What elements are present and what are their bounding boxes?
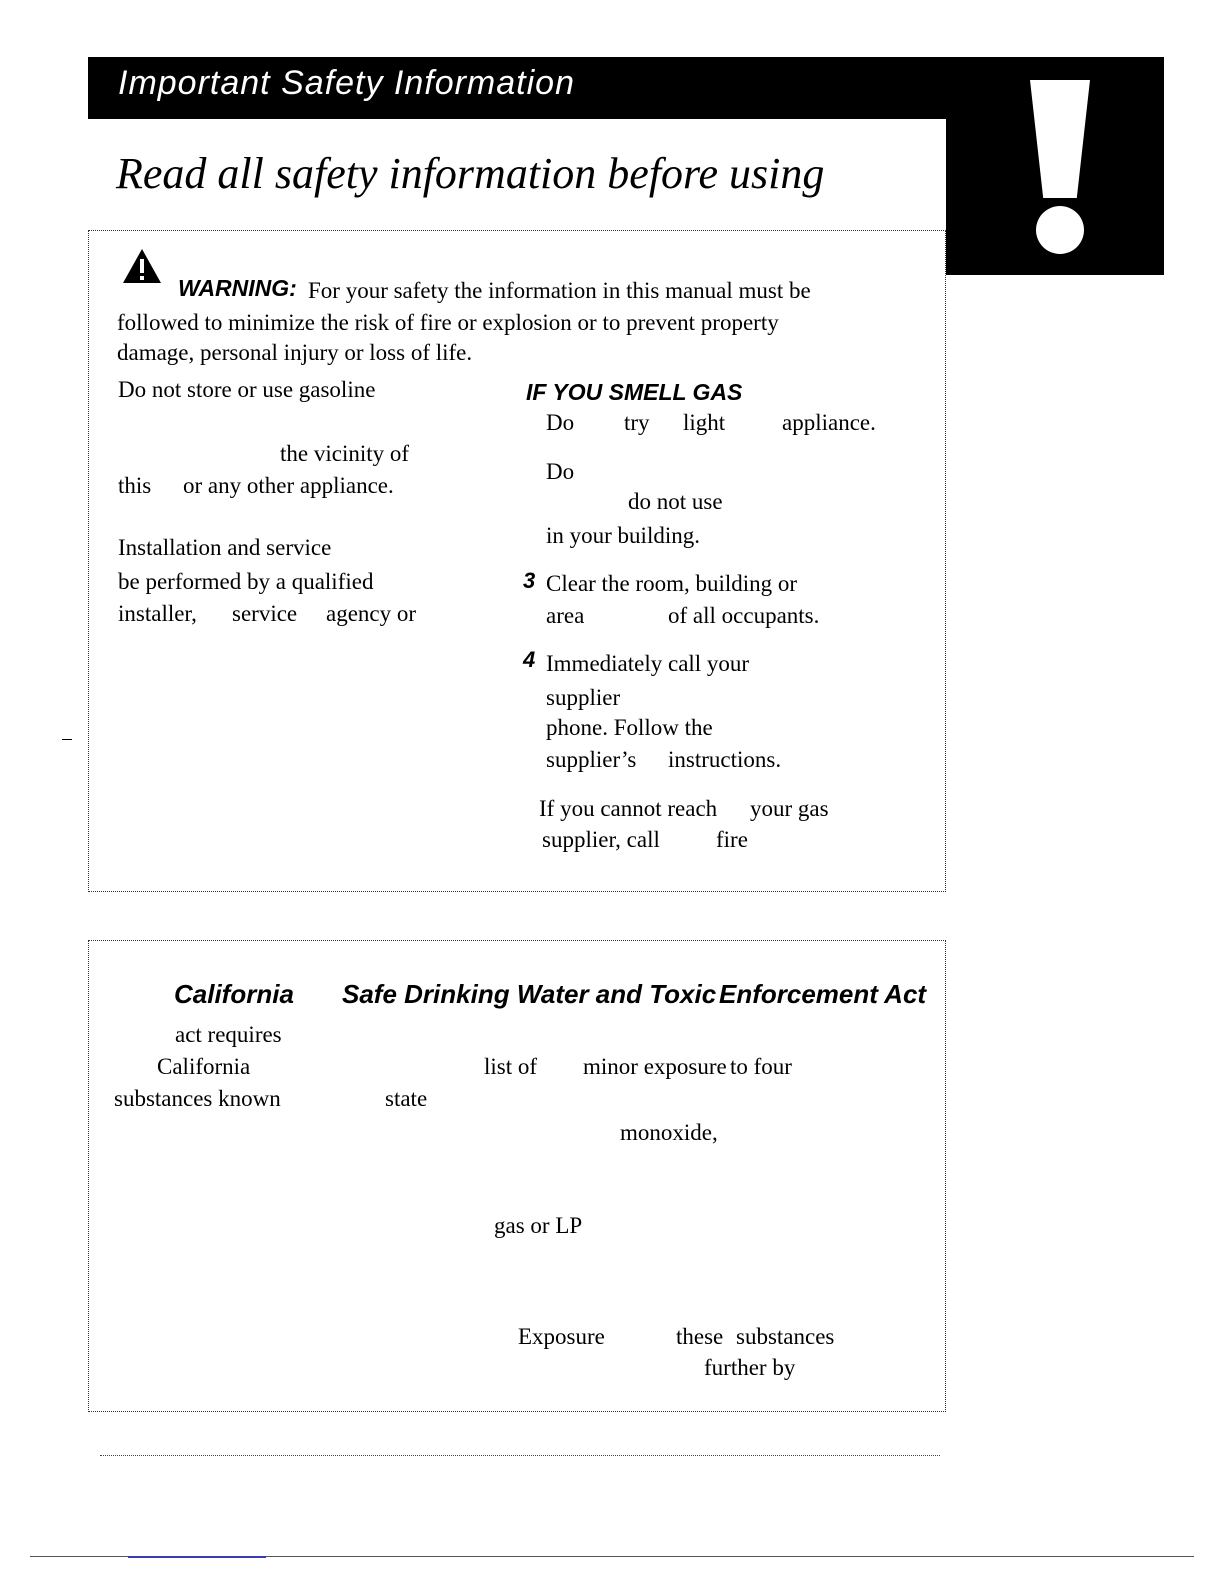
right-text: supplier: [546, 685, 621, 710]
ca-text: minor exposure: [583, 1054, 727, 1079]
ca-text: California: [157, 1054, 251, 1079]
ca-text: these: [676, 1324, 724, 1349]
ca-text: Exposure: [518, 1324, 605, 1349]
right-text: Do: [546, 459, 575, 484]
right-text: try: [624, 410, 650, 435]
ca-text: substances known: [114, 1086, 281, 1111]
ca-text: gas or LP: [494, 1213, 583, 1238]
right-text: of all occupants.: [668, 603, 820, 628]
ca-text: act requires: [175, 1022, 282, 1047]
left-text: Do not store or use gasoline: [118, 377, 376, 402]
right-text: do not use: [628, 489, 723, 514]
warning-line-3: damage, personal injury or loss of life.: [117, 340, 473, 365]
page-footer-accent: [128, 1556, 266, 1558]
warning-label: WARNING:: [178, 275, 297, 301]
right-text: Clear the room, building or: [546, 571, 798, 596]
step-number: 3: [523, 568, 536, 593]
right-text: phone. Follow the: [546, 715, 713, 740]
right-text: Immediately call your: [546, 651, 750, 676]
right-text: If you cannot reach: [539, 796, 718, 821]
ca-heading-part: Safe Drinking Water and Toxic: [342, 979, 717, 1009]
left-text: or any other appliance.: [183, 473, 394, 498]
divider: [100, 1455, 940, 1456]
left-text: service: [232, 601, 298, 626]
page-subtitle: Read all safety information before using: [116, 149, 825, 198]
right-text: supplier, call: [542, 827, 660, 852]
ca-text: to four: [730, 1054, 792, 1079]
right-text: light: [683, 410, 726, 435]
ca-text: state: [385, 1086, 428, 1111]
right-text: Do: [546, 410, 575, 435]
exclamation-dot: [1036, 206, 1084, 254]
left-text: installer,: [118, 601, 197, 626]
page-title: Important Safety Information: [118, 64, 575, 102]
left-text: the vicinity of: [280, 441, 410, 466]
right-text: appliance.: [782, 410, 876, 435]
left-text: be performed by a qualified: [118, 569, 374, 594]
right-text: supplier’s: [546, 747, 637, 772]
step-number: 4: [523, 647, 536, 672]
left-text: agency or: [326, 601, 417, 626]
ca-heading-part: California: [174, 979, 294, 1009]
ca-text: substances: [736, 1324, 835, 1349]
margin-mark: [62, 739, 72, 740]
right-text: instructions.: [668, 747, 782, 772]
right-text: area: [546, 603, 585, 628]
right-text: in your building.: [546, 523, 700, 548]
warning-line-1: For your safety the information in this manual must be: [308, 278, 811, 303]
warning-triangle-icon: [122, 248, 162, 284]
left-text: this: [118, 473, 152, 498]
ca-text: further by: [704, 1355, 796, 1380]
right-text: your gas: [750, 796, 829, 821]
right-text: fire: [716, 827, 748, 852]
ca-text: list of: [484, 1054, 538, 1079]
left-text: Installation and service: [118, 535, 332, 560]
smell-gas-heading: IF YOU SMELL GAS: [526, 379, 743, 405]
ca-heading-part: Enforcement Act: [719, 979, 927, 1009]
warning-line-2: followed to minimize the risk of fire or explosion or to prevent property: [117, 310, 779, 335]
ca-text: monoxide,: [620, 1120, 718, 1145]
